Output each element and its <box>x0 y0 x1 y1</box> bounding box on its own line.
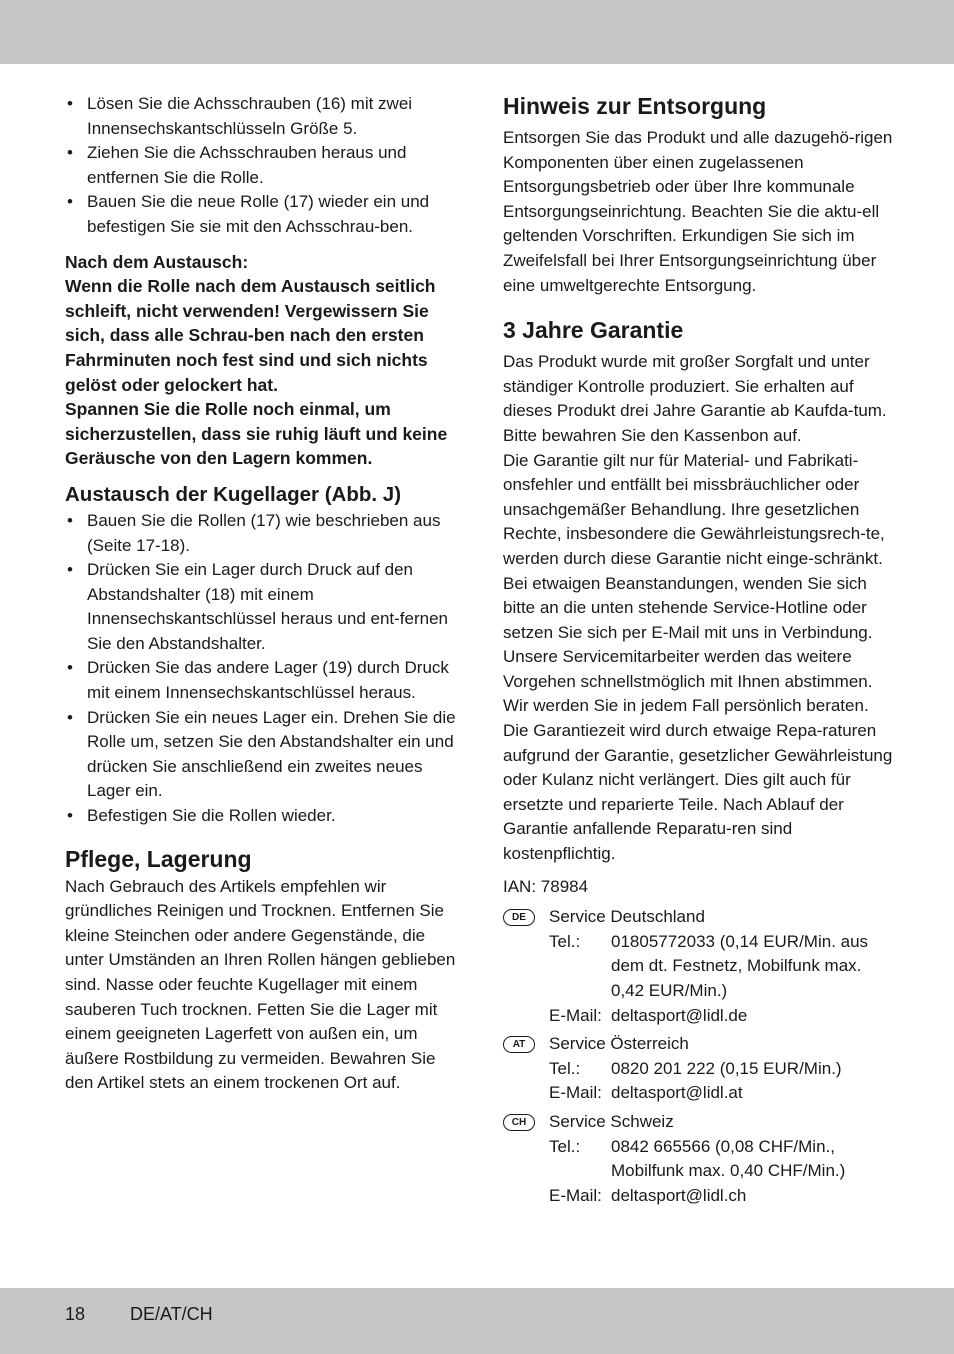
service-email-row <box>549 1081 895 1106</box>
phone-value: 01805772033 (0,14 EUR/Min. aus dem dt. Festnetz, Mobilfunk max. 0,42 EUR/Min.) <box>611 931 869 1000</box>
service-email-row <box>549 1184 895 1209</box>
service-germany <box>503 905 895 1028</box>
phone-value: 0842 665566 (0,08 CHF/Min., Mobilfunk max. 0,40 CHF/Min.) <box>611 1136 846 1181</box>
ian-number: IAN: 78984 <box>503 876 589 896</box>
email-label: E-Mail: <box>549 1185 602 1205</box>
footer-languages: DE/AT/CH <box>130 1304 213 1324</box>
phone-label: Tel.: <box>549 1058 581 1078</box>
bearing-steps-list <box>65 509 457 829</box>
warranty-paragraph: Bei etwaigen Beanstandungen, wenden Sie sich bitte an die unten stehende Service-Hotline oder setzen Sie sich per E-Mail mit uns in Verbindung. Unsere Servicemitarbeiter werden das weitere Vorgehen schnellstmöglich mit Ihnen abstimmen. Wir werden Sie in jedem Fall persönlich beraten. <box>503 573 873 716</box>
list-item: • Bauen Sie die neue Rolle (17) wieder ein und befestigen Sie sie mit den Achsschrau-ben. <box>65 190 457 239</box>
country-badge-de: DE <box>503 909 535 926</box>
right-column <box>503 92 895 1208</box>
disposal-heading: Hinweis zur Entsorgung <box>503 93 767 119</box>
after-replacement-warning: Wenn die Rolle nach dem Austausch seitlich schleift, nicht verwenden! Vergewissern Sie sich, dass alle Schrau-ben nach den ersten Fahrminuten noch fest sind und sich nichts gelöst oder gelockert hat. <box>65 276 436 395</box>
service-phone-row <box>549 1057 895 1082</box>
warranty-paragraph: Die Garantie gilt nur für Material- und Fabrikati-onsfehler und entfällt bei missbräuchlicher oder unsachgemäßer Behandlung. Ihre gesetzlichen Rechte, insbesondere die Gewährleistungsrech-te, werden durch diese Garantie nicht einge-schränkt. <box>503 450 885 568</box>
page-number: 18 <box>65 1304 86 1324</box>
header-band <box>0 0 954 64</box>
warranty-paragraph: Das Produkt wurde mit großer Sorgfalt und unter ständiger Kontrolle produziert. Sie erhalten auf dieses Produkt drei Jahre Garantie ab Kaufda-tum. Bitte bewahren Sie den Kassenbon auf. <box>503 352 887 445</box>
disposal-text: Entsorgen Sie das Produkt und alle dazugehö-rigen Komponenten über einen zugelassenen Entsorgungsbetrieb oder über Ihre kommunale Entsorgungseinrichtung. Beachten Sie die aktu-ell geltenden Vorschriften. Erkundigen Sie sich im Zweifelsfall bei Ihrer Entsorgungseinrichtung über eine umweltgerechte Entsorgung. <box>503 128 893 295</box>
after-replacement-heading: Nach dem Austausch: <box>65 251 249 272</box>
service-austria <box>503 1032 895 1106</box>
list-item: • Ziehen Sie die Achsschrauben heraus und entfernen Sie die Rolle. <box>65 141 457 190</box>
email-label: E-Mail: <box>549 1083 602 1103</box>
service-phone-row <box>549 1135 895 1184</box>
warranty-paragraph: Die Garantiezeit wird durch etwaige Repa-raturen aufgrund der Garantie, gesetzlicher Gewährleistung oder Kulanz nicht verlängert. Dies gilt auch für ersetzte und reparierte Teile. Nach Ablauf der Garantie anfallende Reparatu-ren sind kostenpflichtig. <box>503 721 893 864</box>
warranty-heading: 3 Jahre Garantie <box>503 317 684 344</box>
bearing-replacement-heading: Austausch der Kugellager (Abb. J) <box>65 482 402 506</box>
country-badge-ch: CH <box>503 1114 535 1131</box>
phone-value: 0820 201 222 (0,15 EUR/Min.) <box>611 1058 842 1078</box>
list-item: • Bauen Sie die Rollen (17) wie beschrieben aus (Seite 17-18). <box>65 509 457 558</box>
service-email-row <box>549 1004 895 1029</box>
left-column <box>65 92 457 1096</box>
list-item: • Befestigen Sie die Rollen wieder. <box>65 804 457 829</box>
email-value: deltasport@lidl.ch <box>611 1185 747 1205</box>
country-badge-at: AT <box>503 1036 535 1053</box>
list-item: • Drücken Sie das andere Lager (19) durch Druck mit einem Innensechskantschlüssel heraus. <box>65 656 457 705</box>
care-storage-heading: Pflege, Lagerung <box>65 845 252 872</box>
after-replacement-warning: Spannen Sie die Rolle noch einmal, um sicherzustellen, dass sie ruhig läuft und keine Geräusche von den Lagern kommen. <box>65 399 448 469</box>
service-name: Service Deutschland <box>549 907 705 927</box>
email-value: deltasport@lidl.de <box>611 1005 748 1025</box>
service-name: Service Österreich <box>549 1034 689 1054</box>
email-label: E-Mail: <box>549 1005 602 1025</box>
list-item: • Drücken Sie ein Lager durch Druck auf den Abstandshalter (18) mit einem Innensechskantschlüssel heraus und ent-fernen Sie den Abstandshalter. <box>65 558 457 656</box>
list-item: • Lösen Sie die Achsschrauben (16) mit zwei Innensechskantschlüsseln Größe 5. <box>65 92 457 141</box>
replacement-steps-list <box>65 92 457 240</box>
service-switzerland <box>503 1110 895 1208</box>
email-value: deltasport@lidl.at <box>611 1083 743 1103</box>
phone-label: Tel.: <box>549 931 581 951</box>
service-phone-row <box>549 930 895 1004</box>
list-item: • Drücken Sie ein neues Lager ein. Drehen Sie die Rolle um, setzen Sie den Abstandshalter ein und drücken Sie anschließend ein zweites neues Lager ein. <box>65 706 457 804</box>
care-storage-text: Nach Gebrauch des Artikels empfehlen wir gründliches Reinigen und Trocknen. Entfernen Sie kleine Steinchen oder andere Gegenstände, die unter Umständen an Ihren Rollen hängen geblieben sind. Nasse oder feuchte Kugellager mit einem sauberen Tuch trocknen. Fetten Sie die Lager mit einem geeigneten Lagerfett von außen ein, um äußere Rostbildung zu vermeiden. Bewahren Sie den Artikel stets an einem trockenen Ort auf. <box>65 876 456 1093</box>
phone-label: Tel.: <box>549 1136 581 1156</box>
service-name: Service Schweiz <box>549 1111 674 1131</box>
